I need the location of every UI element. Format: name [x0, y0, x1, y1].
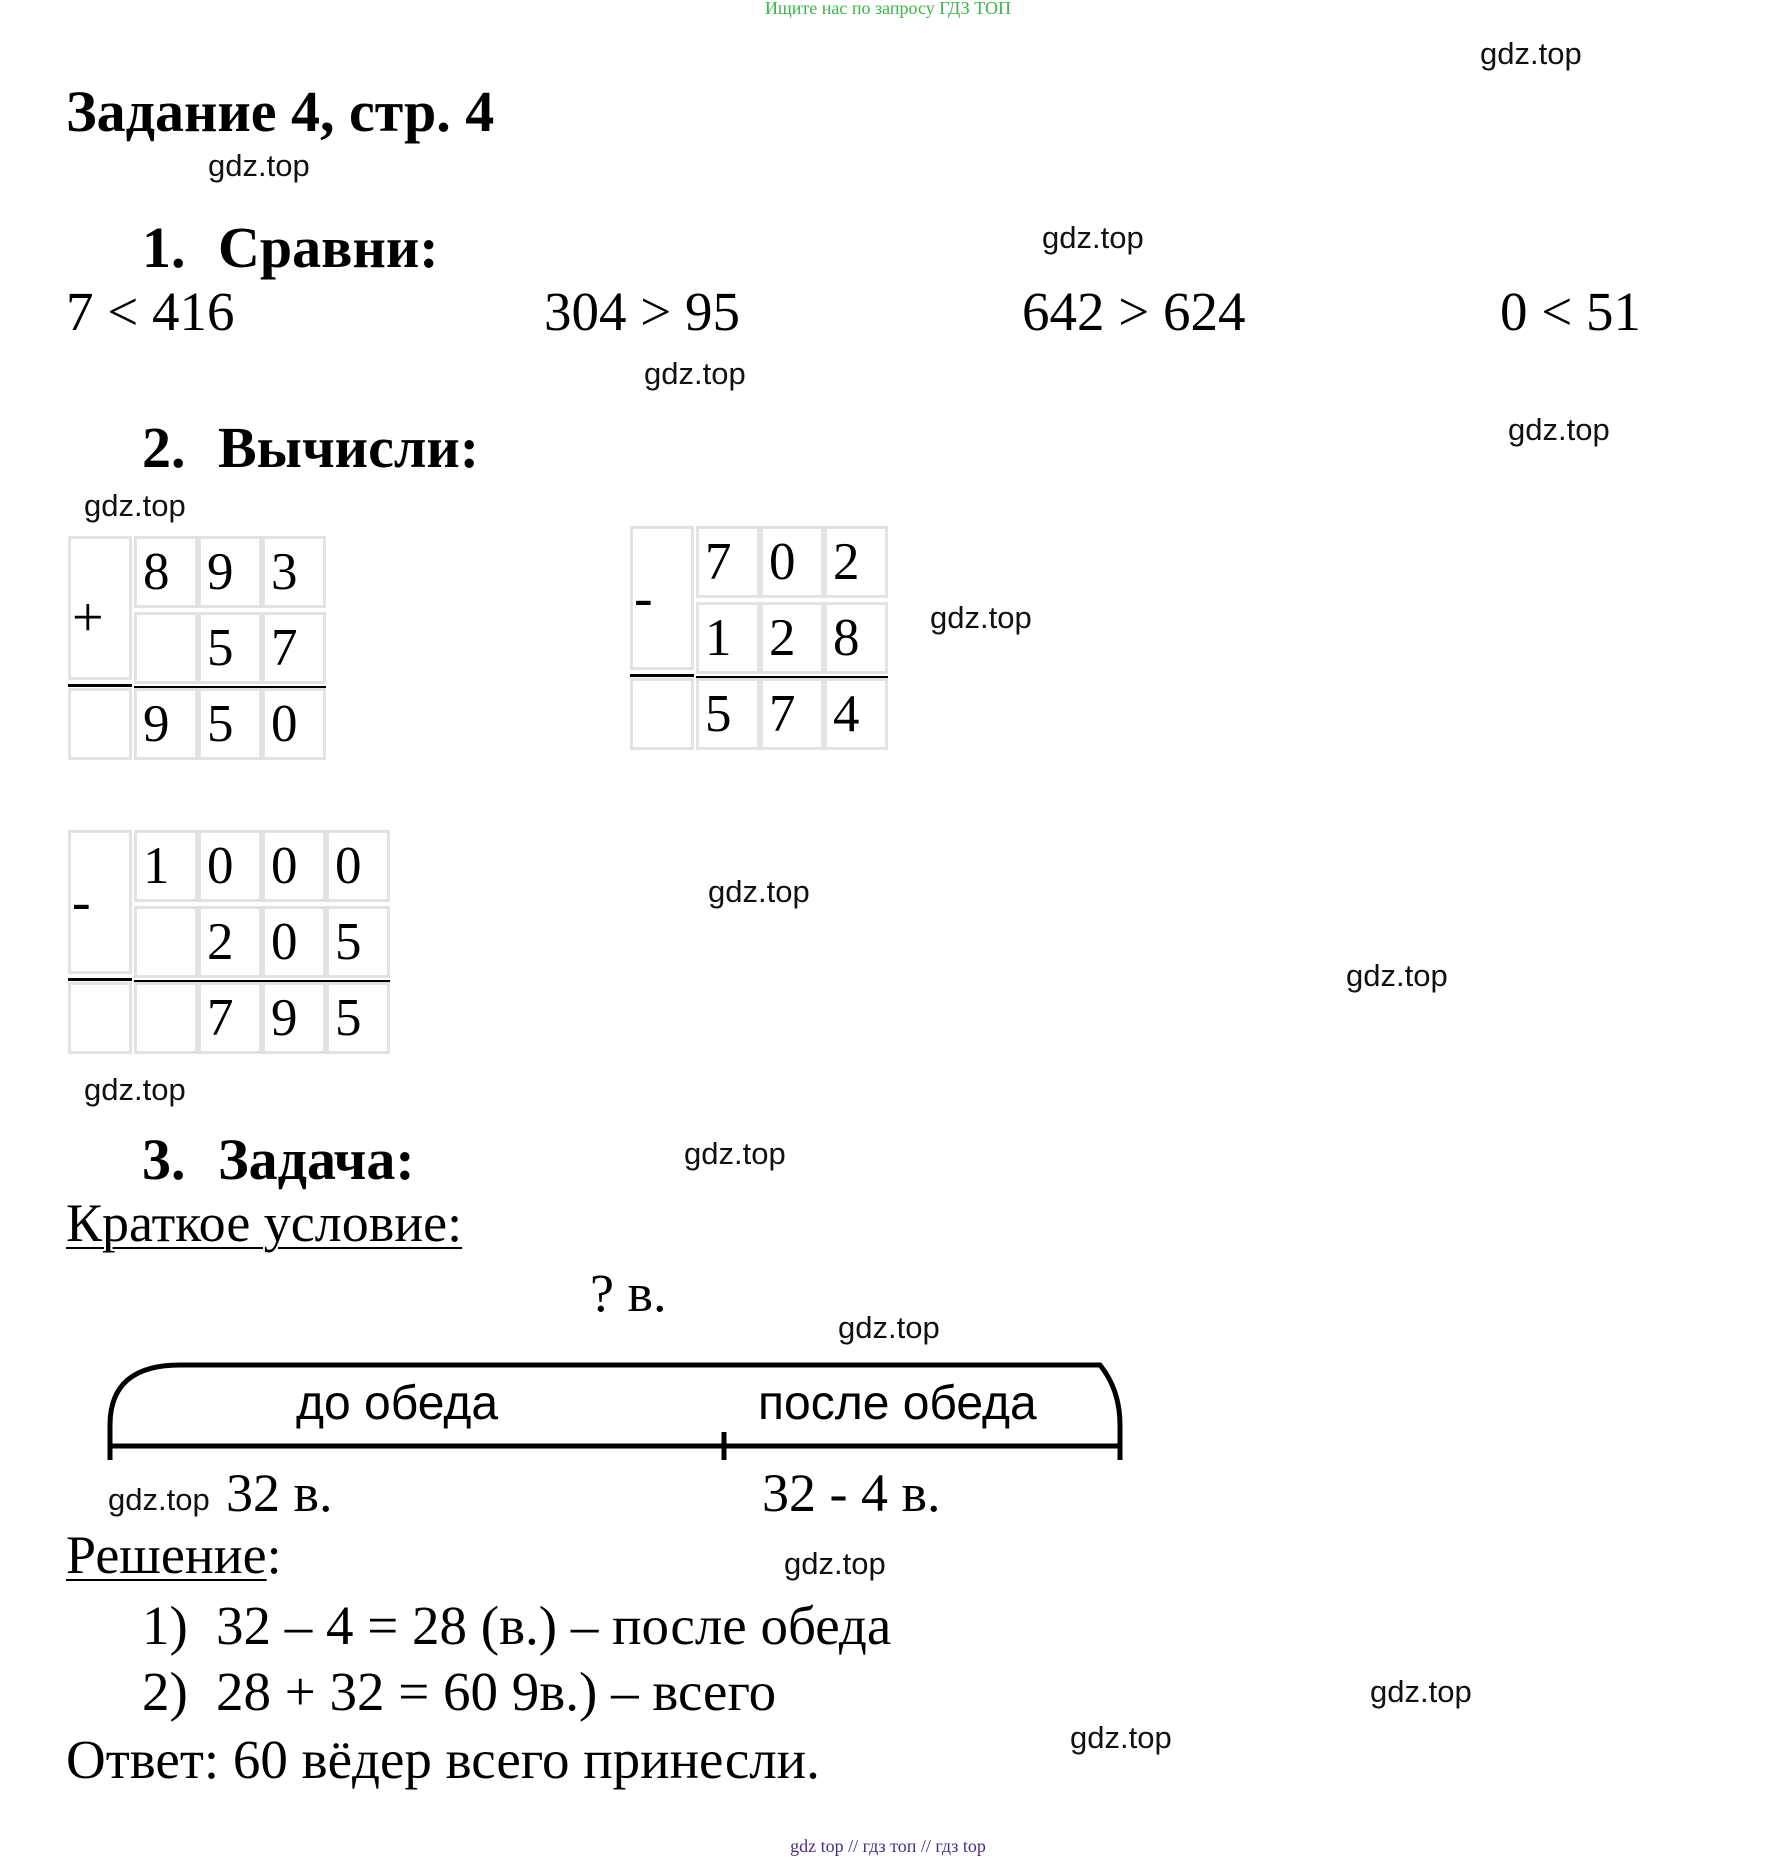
- step-text: 32 – 4 = 28 (в.) – после обеда: [216, 1595, 892, 1656]
- section-number: 3.: [142, 1127, 186, 1192]
- digit-cell: [134, 982, 198, 1054]
- after-lunch-value: 32 - 4 в.: [762, 1463, 941, 1523]
- digit-cell: 3: [262, 536, 326, 608]
- digit-cell: 7: [760, 678, 824, 750]
- digit-cell: 5: [198, 612, 262, 684]
- digit-cell: 9: [134, 688, 198, 760]
- section-title: Вычисли:: [218, 415, 480, 480]
- short-condition-label: Краткое условие:: [66, 1193, 463, 1253]
- watermark: gdz.top: [1480, 36, 1582, 71]
- step-number: 2): [142, 1661, 188, 1722]
- digit-cell: [68, 982, 132, 1054]
- digit-cell: [630, 678, 694, 750]
- digit-cell: 5: [696, 678, 760, 750]
- minus-sign: -: [634, 567, 653, 629]
- digit-cell: 0: [760, 526, 824, 598]
- before-lunch-value: 32 в.: [226, 1463, 333, 1523]
- digit-cell: 7: [262, 612, 326, 684]
- solution-label-text: Решение: [66, 1525, 267, 1585]
- top-watermark-banner: Ищите нас по запросу ГДЗ ТОП: [764, 0, 1012, 18]
- section-2-heading: [142, 414, 479, 481]
- digit-cell: [68, 688, 132, 760]
- digit-cell: 1: [134, 830, 198, 902]
- digit-cell: [134, 906, 198, 978]
- digit-cell: 8: [134, 536, 198, 608]
- solution-step: [142, 1660, 776, 1723]
- underline: [68, 978, 132, 981]
- digit-cell: 5: [326, 906, 390, 978]
- underline: [68, 684, 132, 687]
- page-title: Задание 4, стр. 4: [66, 79, 495, 144]
- watermark: gdz.top: [84, 1072, 186, 1107]
- digit-cell: 0: [262, 688, 326, 760]
- minus-sign: -: [72, 871, 91, 933]
- comparison-item: 0 < 51: [1500, 281, 1642, 342]
- before-lunch-label: до обеда: [296, 1377, 499, 1430]
- watermark: gdz.top: [208, 148, 310, 183]
- watermark: gdz.top: [84, 488, 186, 523]
- watermark: gdz.top: [644, 356, 746, 391]
- digit-cell: 1: [696, 602, 760, 674]
- digit-cell: 0: [326, 830, 390, 902]
- after-lunch-label: после обеда: [758, 1377, 1037, 1430]
- digit-cell: 2: [824, 526, 888, 598]
- solution-step: [142, 1594, 891, 1657]
- digit-cell: [134, 612, 198, 684]
- watermark: gdz.top: [684, 1136, 786, 1171]
- watermark: gdz.top: [1508, 412, 1610, 447]
- bottom-watermark-banner: gdz top // гдз топ // гдз top: [790, 1836, 986, 1856]
- step-number: 1): [142, 1595, 188, 1656]
- question-label: ? в.: [590, 1263, 667, 1323]
- watermark: gdz.top: [784, 1546, 886, 1581]
- watermark: gdz.top: [930, 600, 1032, 635]
- underline: [630, 674, 694, 677]
- digit-cell: 9: [262, 982, 326, 1054]
- digit-cell: 2: [760, 602, 824, 674]
- section-number: 1.: [142, 215, 186, 280]
- step-text: 28 + 32 = 60 9в.) – всего: [216, 1661, 777, 1722]
- watermark: gdz.top: [1370, 1674, 1472, 1709]
- section-title: Сравни:: [218, 215, 439, 280]
- watermark: gdz.top: [1346, 958, 1448, 993]
- digit-cell: 8: [824, 602, 888, 674]
- digit-cell: 0: [262, 830, 326, 902]
- digit-cell: 4: [824, 678, 888, 750]
- digit-cell: 7: [198, 982, 262, 1054]
- digit-cell: 0: [198, 830, 262, 902]
- digit-cell: 2: [198, 906, 262, 978]
- plus-sign: +: [72, 587, 104, 649]
- section-title: Задача:: [218, 1127, 415, 1192]
- digit-cell: 7: [696, 526, 760, 598]
- digit-cell: 5: [198, 688, 262, 760]
- watermark: gdz.top: [108, 1482, 210, 1517]
- digit-cell: 9: [198, 536, 262, 608]
- digit-cell: 5: [326, 982, 390, 1054]
- watermark: gdz.top: [1070, 1720, 1172, 1755]
- solution-colon: :: [266, 1525, 282, 1585]
- watermark: gdz.top: [838, 1310, 940, 1345]
- comparison-item: 642 > 624: [1022, 281, 1246, 342]
- comparison-item: 304 > 95: [544, 281, 741, 342]
- digit-cell: 0: [262, 906, 326, 978]
- answer-line: Ответ: 60 вёдер всего принесли.: [66, 1729, 820, 1790]
- watermark: gdz.top: [708, 874, 810, 909]
- section-number: 2.: [142, 415, 186, 480]
- solution-label: [66, 1524, 282, 1586]
- comparison-item: 7 < 416: [66, 281, 235, 342]
- section-1-heading: [142, 214, 439, 281]
- watermark: gdz.top: [1042, 220, 1144, 255]
- section-3-heading: [142, 1126, 415, 1193]
